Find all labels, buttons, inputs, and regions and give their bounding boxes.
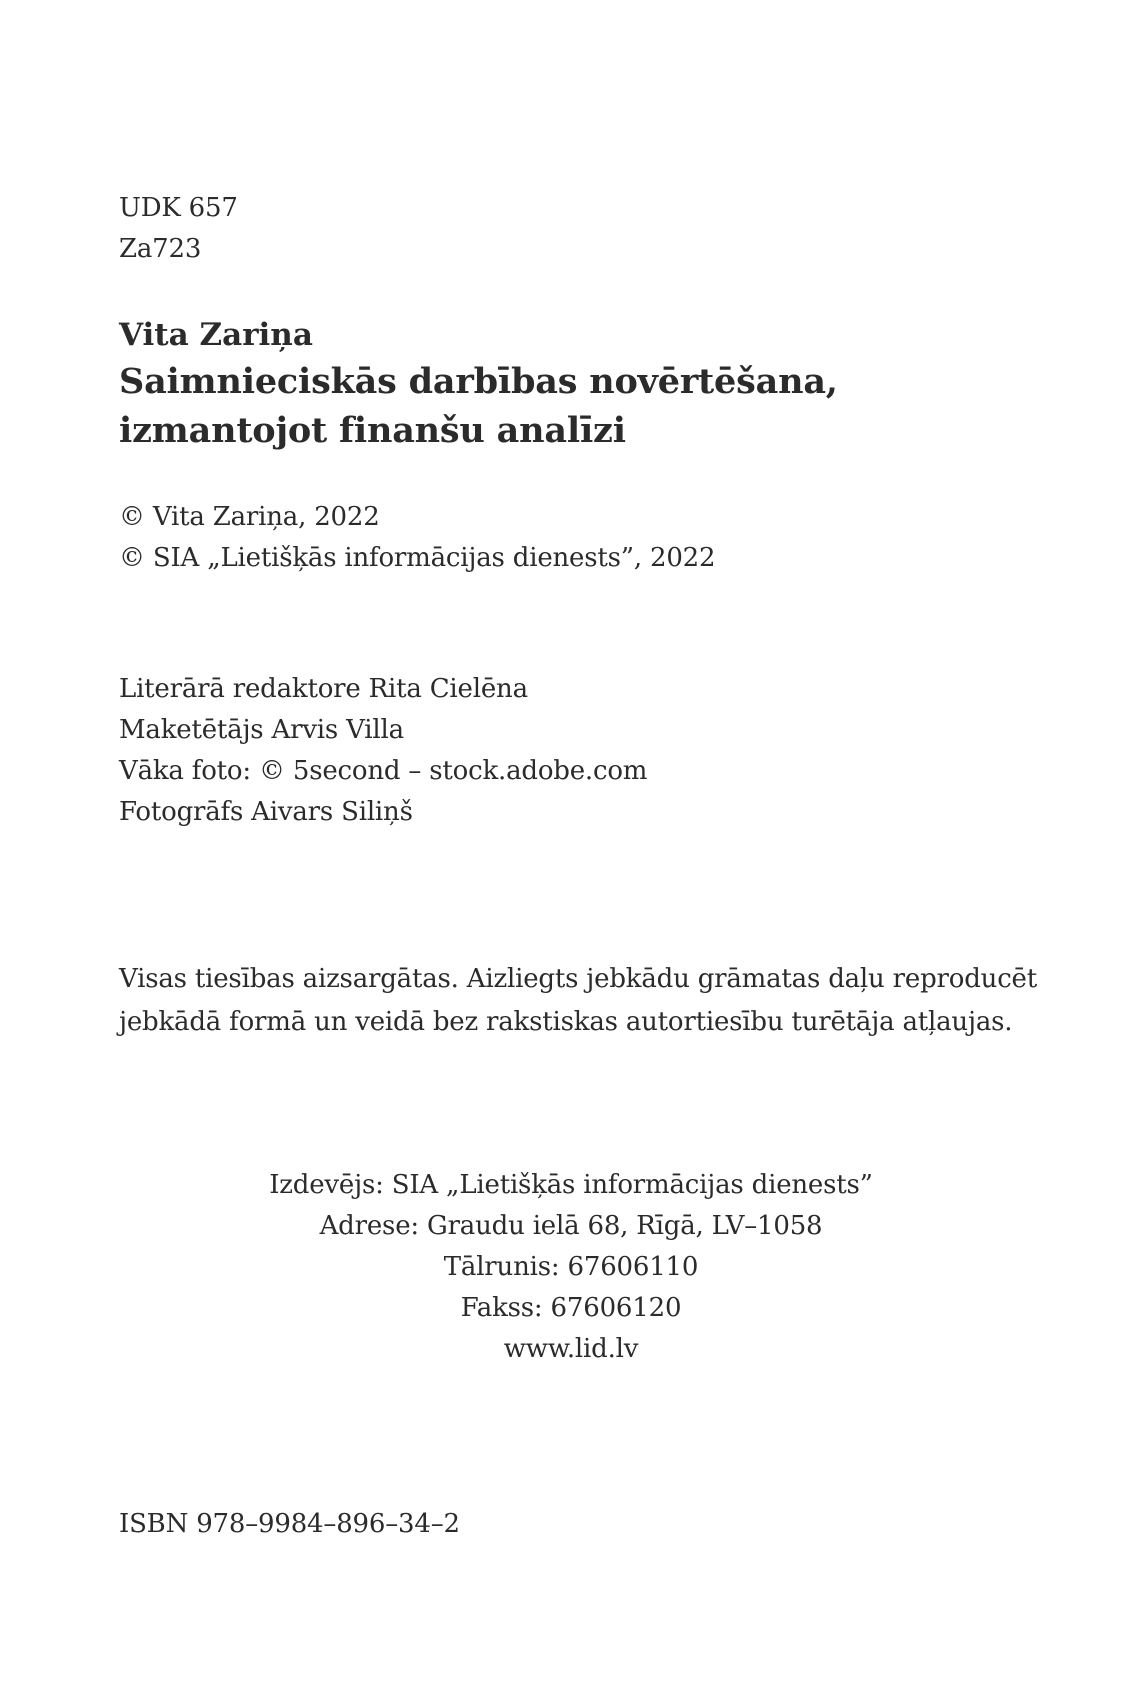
credit-cover-photo: Vāka foto: © 5second – stock.adobe.com xyxy=(119,756,648,786)
publisher-phone: Tālrunis: 67606110 xyxy=(443,1252,699,1282)
book-title-line-2: izmantojot finanšu analīzi xyxy=(119,410,626,451)
credits-block xyxy=(119,669,1039,833)
rights-line-1: Visas tiesības aizsargātas. Aizliegts jebkādu grāmatas daļu reproducēt xyxy=(119,964,1037,994)
copyright-author: © Vita Zariņa, 2022 xyxy=(119,502,380,532)
author-name: Vita Zariņa xyxy=(119,317,313,353)
credit-editor: Literārā redaktore Rita Cielēna xyxy=(119,674,528,704)
isbn-number: ISBN 978–9984–896–34–2 xyxy=(119,1509,460,1539)
rights-line-2: jebkādā formā un veidā bez rakstiskas autortiesību turētāja atļaujas. xyxy=(119,1007,1013,1037)
publisher-address: Adrese: Graudu ielā 68, Rīgā, LV–1058 xyxy=(319,1211,823,1241)
isbn-block xyxy=(119,1504,1039,1545)
copyright-publisher: © SIA „Lietišķās informācijas dienests”, 2022 xyxy=(119,543,716,573)
author-title-block xyxy=(119,313,1039,455)
credit-layout: Maketētājs Arvis Villa xyxy=(119,715,404,745)
publisher-name: Izdevējs: SIA „Lietišķās informācijas dienests” xyxy=(269,1170,873,1200)
classification-block xyxy=(119,188,1039,270)
publisher-website: www.lid.lv xyxy=(503,1334,639,1364)
book-title-line-1: Saimnieciskās darbības novērtēšana, xyxy=(119,361,838,402)
credit-photographer: Fotogrāfs Aivars Siliņš xyxy=(119,797,413,827)
author-mark: Za723 xyxy=(119,234,202,264)
copyright-block xyxy=(119,497,1039,579)
rights-notice xyxy=(119,958,1039,1044)
publisher-block xyxy=(0,1165,1142,1370)
publisher-fax: Fakss: 67606120 xyxy=(460,1293,682,1323)
udk-code: UDK 657 xyxy=(119,193,238,223)
